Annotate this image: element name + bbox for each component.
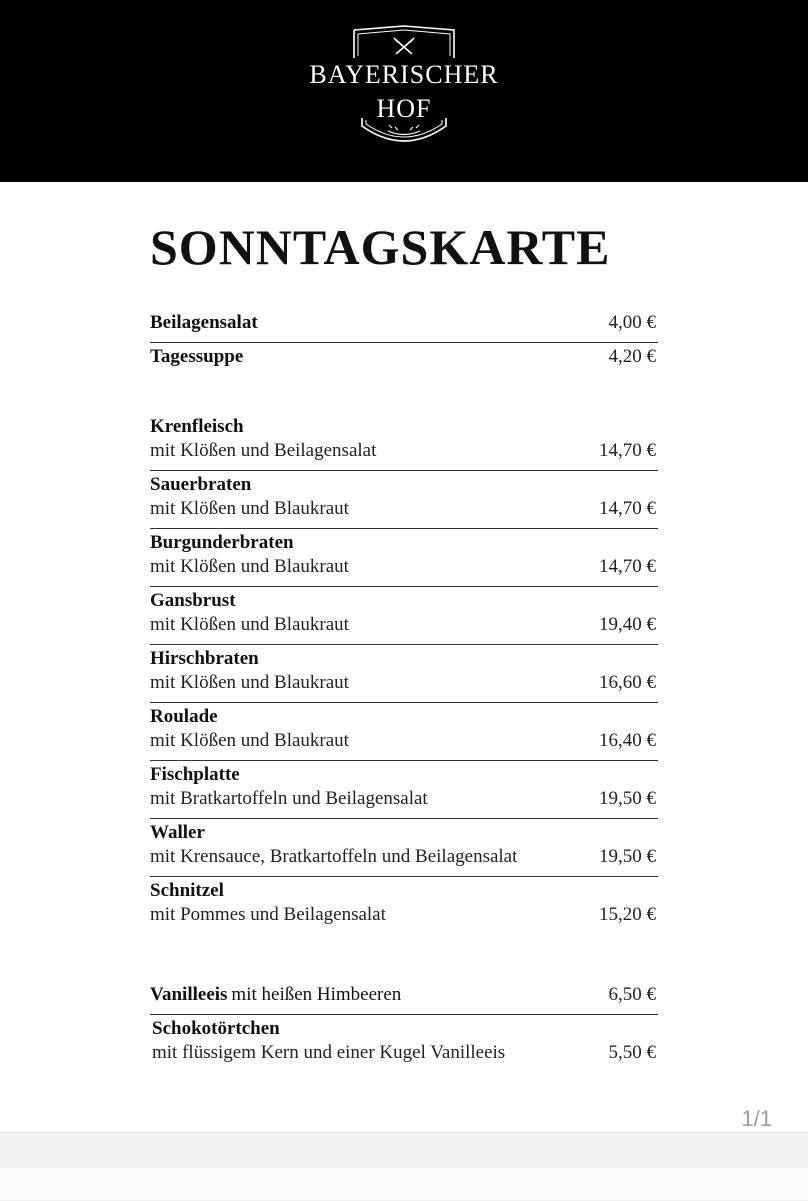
menu-item xyxy=(150,472,658,529)
item-name: Krenfleisch xyxy=(150,416,244,437)
menu-item xyxy=(150,342,658,376)
item-price: 6,50 € xyxy=(608,984,656,1005)
logo-crest xyxy=(0,0,808,182)
viewer-bottom-strip xyxy=(0,1168,808,1200)
menu-item xyxy=(150,414,658,471)
item-name-with-inline-desc xyxy=(150,984,401,1006)
item-price: 5,50 € xyxy=(608,1042,656,1063)
item-name: Hirschbraten xyxy=(150,648,259,669)
item-description: mit Klößen und Blaukraut xyxy=(150,556,349,577)
item-price: 16,60 € xyxy=(599,672,656,693)
item-name: Roulade xyxy=(150,706,218,727)
item-description: mit flüssigem Kern und einer Kugel Vanilleeis xyxy=(152,1042,506,1063)
item-name: Fischplatte xyxy=(150,764,240,785)
item-name: Gansbrust xyxy=(150,590,236,611)
menu-item xyxy=(150,646,658,703)
item-price: 19,50 € xyxy=(599,846,656,867)
item-description: mit heißen Himbeeren xyxy=(231,984,402,1005)
item-name: Schnitzel xyxy=(150,880,224,901)
menu-item xyxy=(150,1016,658,1072)
item-name: Burgunderbraten xyxy=(150,532,294,553)
item-description: mit Klößen und Beilagensalat xyxy=(150,440,377,461)
item-price: 19,50 € xyxy=(599,788,656,809)
item-name: Waller xyxy=(150,822,205,843)
item-price: 14,70 € xyxy=(599,498,656,519)
item-description: mit Klößen und Blaukraut xyxy=(150,614,349,635)
item-name: Vanilleeis xyxy=(150,984,228,1005)
crossed-knife-fork-icon xyxy=(394,38,414,54)
item-description: mit Pommes und Beilagensalat xyxy=(150,904,386,925)
item-price: 16,40 € xyxy=(599,730,656,751)
item-description: mit Krensauce, Bratkartoffeln und Beilagensalat xyxy=(150,846,518,867)
item-price: 4,00 € xyxy=(608,312,656,333)
item-price: 14,70 € xyxy=(599,556,656,577)
menu-item xyxy=(150,878,658,934)
item-description: mit Klößen und Blaukraut xyxy=(150,498,349,519)
page-indicator: 1/1 xyxy=(741,1106,772,1131)
menu-item xyxy=(150,762,658,819)
item-name: Tagessuppe xyxy=(150,346,244,367)
item-name: Beilagensalat xyxy=(150,312,258,333)
menu-item xyxy=(150,980,658,1015)
page-title: SONNTAGSKARTE xyxy=(150,219,611,275)
header-banner xyxy=(0,0,808,182)
menu-item xyxy=(150,588,658,645)
logo-text-line2: HOF xyxy=(376,94,432,123)
item-price: 15,20 € xyxy=(599,904,656,925)
menu-item xyxy=(150,308,658,343)
item-description: mit Klößen und Blaukraut xyxy=(150,730,349,751)
menu-item xyxy=(150,820,658,877)
item-price: 4,20 € xyxy=(608,346,656,367)
logo-text-line1: BAYERISCHER xyxy=(309,60,499,89)
item-name: Schokotörtchen xyxy=(152,1018,280,1039)
laurel-icon xyxy=(388,125,420,135)
item-description: mit Klößen und Blaukraut xyxy=(150,672,349,693)
item-description: mit Bratkartoffeln und Beilagensalat xyxy=(150,788,428,809)
menu-item xyxy=(150,704,658,761)
item-name: Sauerbraten xyxy=(150,474,252,495)
item-price: 14,70 € xyxy=(599,440,656,461)
menu-item xyxy=(150,530,658,587)
item-price: 19,40 € xyxy=(599,614,656,635)
